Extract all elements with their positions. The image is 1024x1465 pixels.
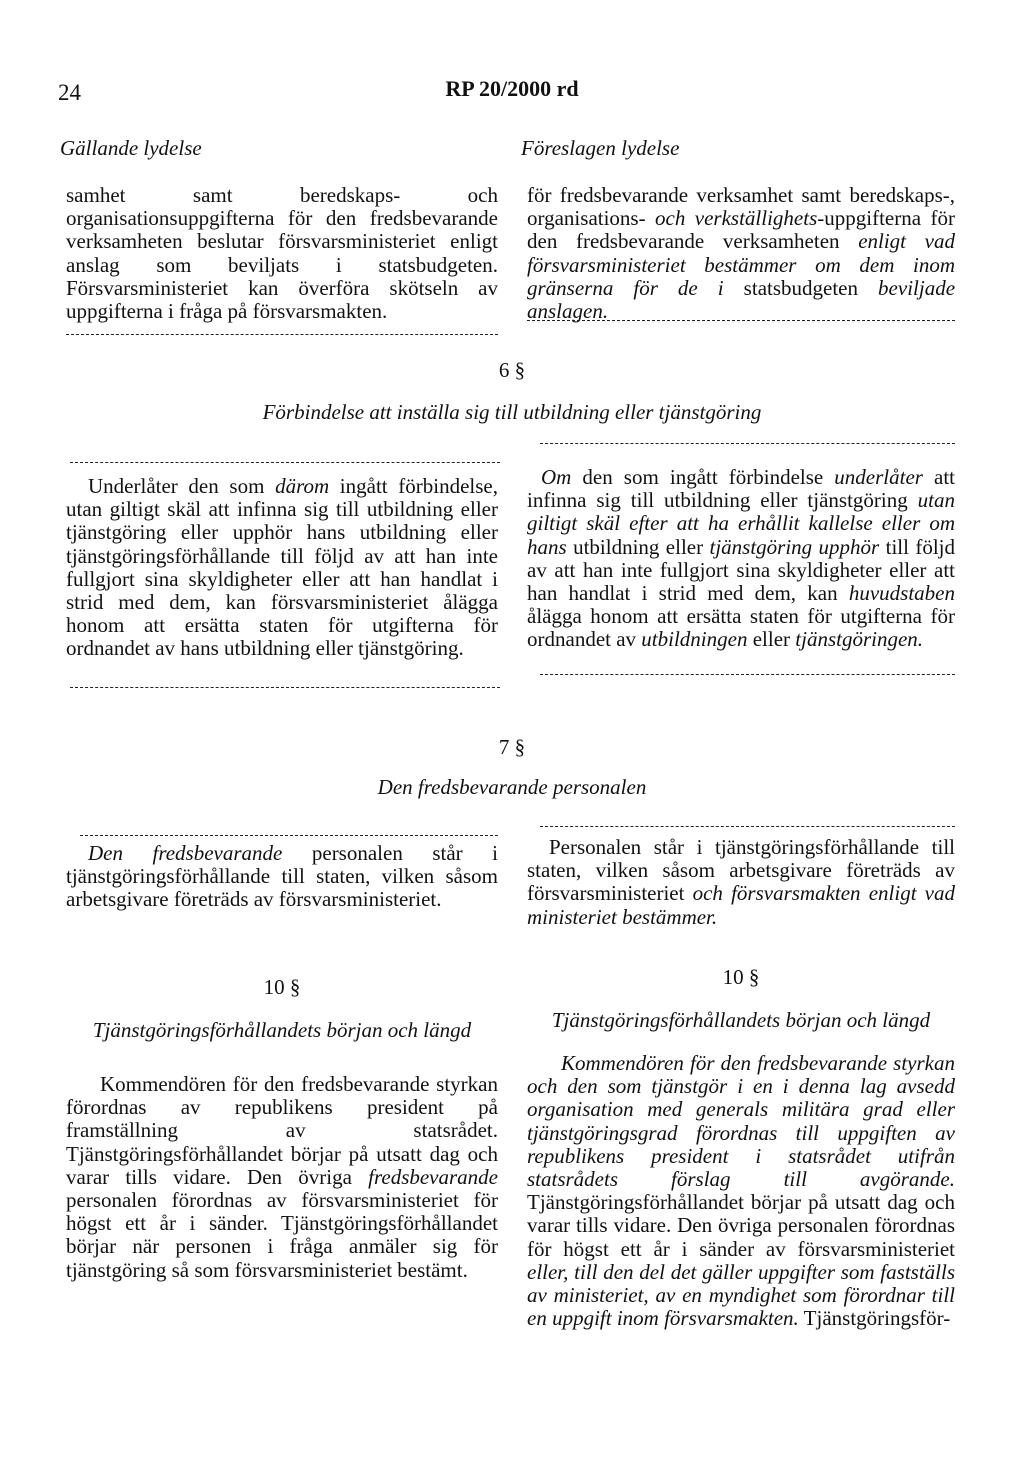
section-10-left-text: Kommendören för den fredsbevarande styrkan förordnas av republikens president på framställning av statsrådet. Tjänstgöringsförhållandet börjar på utsatt dag och varar tills vidare. Den övriga fredsbevarande personalen förordnas av försvarsministeriet för högst ett år i sänder. Tjänstgöringsförhållandet börjar när personen i fråga anmäler sig för tjänstgöring så som försvarsministeriet bestämt.: [66, 1072, 498, 1282]
separator-dash: [540, 826, 955, 827]
separator-dash: [540, 443, 955, 444]
section-7-left-text: Den fredsbevarande personalen står i tjänstgöringsförhållande till staten, vilken såsom arbetsgivare företräds av försvarsministeriet.: [66, 841, 499, 912]
section-7-title: Den fredsbevarande personalen: [377, 775, 647, 799]
section-10-left-title: Tjänstgöringsförhållandets början och längd: [92, 1018, 472, 1042]
page-number: 24: [58, 80, 81, 105]
section-6-title: Förbindelse att inställa sig till utbildning eller tjänstgöring: [262, 400, 762, 424]
section-6-number: 6 §: [498, 358, 526, 382]
section-6-left-text: Underlåter den som därom ingått förbindelse, utan giltigt skäl att infinna sig till utbildning eller tjänstgöring eller upphör hans utbildning eller tjänstgöringsförhållande till följd av att han inte fullgjort sina skyldigheter eller att han handlat i strid med dem, kan försvarsministeriet ålägga honom att ersätta staten för utgifterna för ordnandet av hans utbildning eller tjänstgöring.: [66, 474, 498, 661]
separator-dash: [70, 687, 500, 688]
block1-left-text: samhet samt beredskaps- och organisationsuppgifterna för den fredsbevarande verksamheten beslutar försvarsministeriet enligt anslag som beviljats i statsbudgeten. Försvarsministeriet kan överföra skötseln av uppgifterna i fråga på försvarsmakten.: [66, 183, 498, 324]
section-6-right-text: Om den som ingått förbindelse underlåter att infinna sig till utbildning eller tjänstgöring utan giltigt skäl efter att ha erhållit kallelse eller om hans utbildning eller tjänstgöring upphör till följd av att han inte fullgjort sina skyldigheter eller att han handlat i strid med dem, kan huvudstaben ålägga honom att ersätta staten för utgifterna för ordnandet av utbildningen eller tjänstgöringen.: [527, 465, 955, 652]
separator-dash: [527, 320, 955, 321]
section-10-right-title: Tjänstgöringsförhållandets början och längd: [551, 1008, 931, 1032]
block1-right-text: för fredsbevarande verksamhet samt beredskaps-, organisations- och verkställighets-uppgifterna för den fredsbevarande verksamheten enligt vad försvarsministeriet bestämmer om dem inom gränserna för de i statsbudgeten beviljade anslagen.: [527, 183, 956, 324]
left-column-heading: Gällande lydelse: [60, 136, 202, 160]
document-title: RP 20/2000 rd: [445, 76, 579, 101]
separator-dash: [540, 674, 955, 675]
section-7-right-text: Personalen står i tjänstgöringsförhållande till staten, vilken såsom arbetsgivare företräds av försvarsministeriet och försvarsmakten enligt vad ministeriet bestämmer.: [527, 835, 955, 929]
section-10-left-number: 10 §: [263, 975, 301, 999]
separator-dash: [66, 334, 498, 335]
section-10-right-text: Kommendören för den fredsbevarande styrkan och den som tjänstgör i en i denna lag avsedd organisation med generals militära grad eller tjänstgöringsgrad förordnas till uppgiften av republikens president i statsrådet utifrån statsrådets förslag till avgörande. Tjänstgöringsförhållandet börjar på utsatt dag och varar tills vidare. Den övriga personalen förordnas för högst ett år i sänder av försvarsministeriet eller, till den del det gäller uppgifter som fastställs av ministeriet, av en myndighet som förordnar till en uppgift inom försvarsmakten. Tjänstgöringsför-: [527, 1051, 955, 1331]
section-7-number: 7 §: [498, 735, 526, 759]
separator-dash: [80, 835, 498, 836]
separator-dash: [70, 462, 500, 463]
section-10-right-number: 10 §: [722, 965, 760, 989]
right-column-heading: Föreslagen lydelse: [521, 136, 680, 160]
